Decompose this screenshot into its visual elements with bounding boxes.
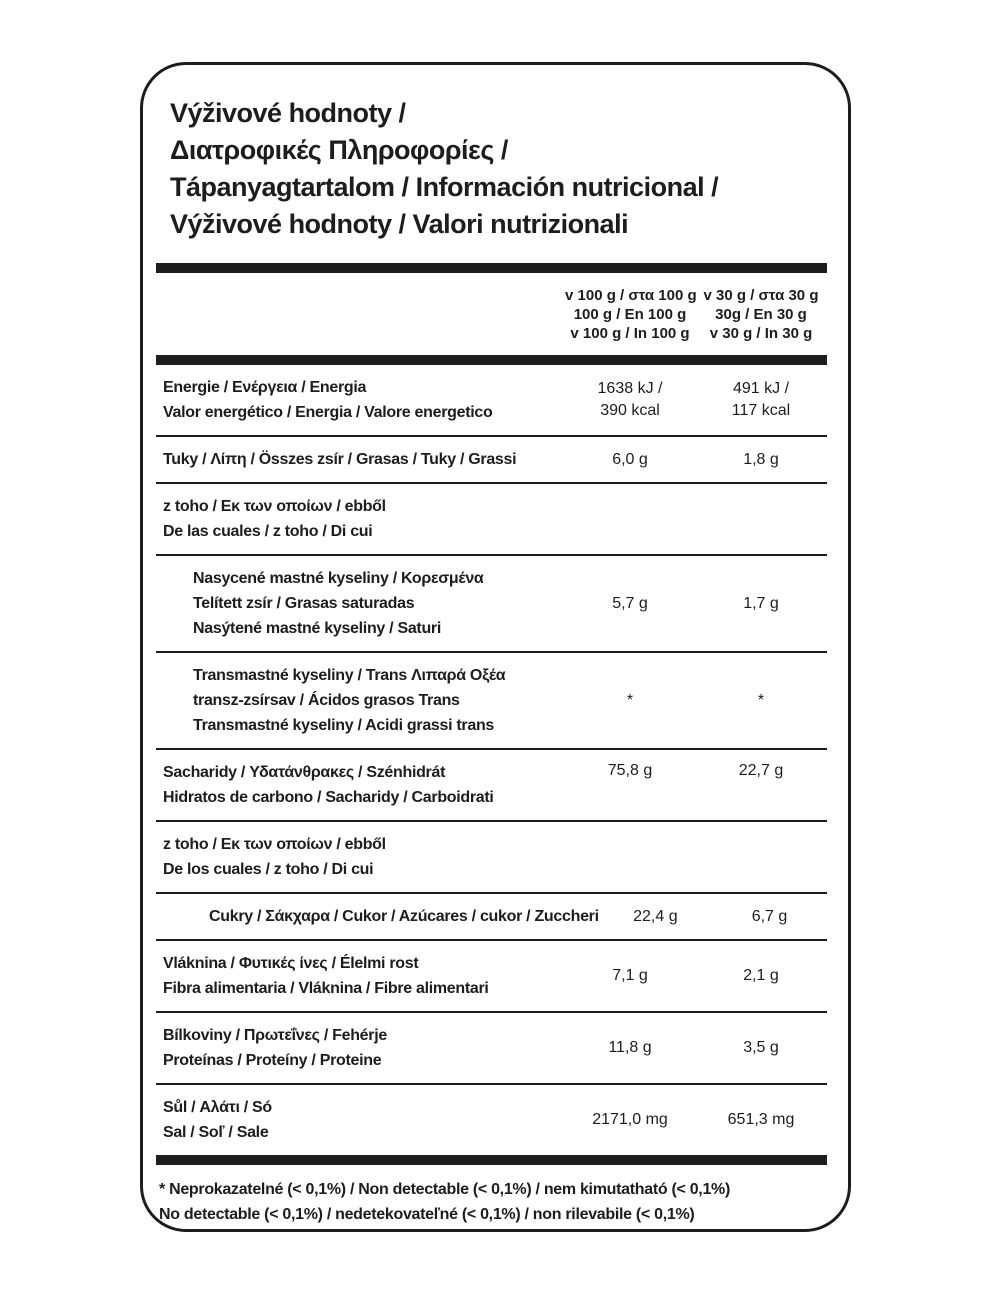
value-line: 5,7 g xyxy=(612,594,648,612)
nutrient-label-line: Bílkoviny / Πρωτεΐνες / Fehérje xyxy=(163,1027,387,1044)
value-per-100g-fat xyxy=(565,449,695,471)
nutrient-label-line: Telített zsír / Grasas saturadas xyxy=(193,595,415,612)
value-line: * xyxy=(757,691,765,709)
value-line: 3,5 g xyxy=(743,1039,779,1056)
nutrient-label-energy xyxy=(156,375,565,425)
nutrient-label-line: De los cuales / z toho / Di cui xyxy=(163,861,374,878)
value-line: 11,8 g xyxy=(608,1039,652,1056)
nutrient-label-line: Nasycené mastné kyseliny / Κορεσμένα xyxy=(193,570,484,587)
nutrient-label-line: z toho / Εκ των οποίων / ebből xyxy=(163,498,386,515)
nutrient-label-of-which-carbs xyxy=(156,832,565,882)
value-per-100g-saturated-fat xyxy=(565,593,695,615)
nutrient-row-salt xyxy=(156,1085,827,1155)
value-per-100g-salt xyxy=(565,1109,695,1131)
value-per-100g-fiber xyxy=(565,965,695,987)
value-line: 22,7 g xyxy=(738,762,784,779)
per-100g-line-2: 100 g / En 100 g xyxy=(573,306,687,323)
title-line-4: Výživové hodnoty / Valori nutrizionali xyxy=(170,209,629,239)
value-line: * xyxy=(626,691,634,709)
value-line: 491 kJ / xyxy=(732,380,790,397)
nutrient-label-line: transz-zsírsav / Ácidos grasos Trans xyxy=(193,692,460,709)
nutrient-row-carbohydrates xyxy=(156,750,827,822)
nutrient-row-fiber xyxy=(156,941,827,1013)
value-per-30g-energy xyxy=(695,378,827,422)
nutrient-row-sugars xyxy=(156,894,827,941)
nutrient-label-carbohydrates xyxy=(156,760,565,810)
nutrient-row-of-which-carbs xyxy=(156,822,827,894)
nutrient-row-fat xyxy=(156,437,827,484)
per-100g-line-3: v 100 g / In 100 g xyxy=(570,325,690,342)
nutrient-label-of-which-fat xyxy=(156,494,565,544)
nutrient-label-fat xyxy=(156,447,565,472)
nutrient-label-line: Sacharidy / Υδατάνθρακες / Szénhidrát xyxy=(163,764,446,781)
column-header-per-100g xyxy=(565,286,695,343)
nutrient-label-line: Valor energético / Energia / Valore energetico xyxy=(163,404,493,421)
value-line: 75,8 g xyxy=(607,762,653,779)
nutrient-label-line: Proteínas / Proteíny / Proteine xyxy=(163,1052,382,1069)
value-line: 7,1 g xyxy=(612,967,648,984)
value-line: 651,3 mg xyxy=(727,1111,795,1128)
value-per-30g-salt xyxy=(695,1109,827,1131)
value-line: 117 kcal xyxy=(731,402,791,419)
per-30g-line-1: v 30 g / στα 30 g xyxy=(703,287,819,304)
nutrient-row-energy xyxy=(156,365,827,437)
nutrient-row-trans-fat xyxy=(156,653,827,750)
value-line: 1,7 g xyxy=(743,594,779,612)
value-per-30g-saturated-fat xyxy=(695,593,827,615)
per-100g-line-1: v 100 g / στα 100 g xyxy=(565,287,697,304)
nutrient-row-of-which-fat xyxy=(156,484,827,556)
nutrient-label-line: Transmastné kyseliny / Acidi grassi trans xyxy=(193,717,495,734)
nutrient-label-line: Energie / Ενέργεια / Energia xyxy=(163,379,367,396)
value-line: 6,7 g xyxy=(751,907,788,925)
nutrient-label-line: Sal / Soľ / Sale xyxy=(163,1124,269,1141)
nutrient-row-protein xyxy=(156,1013,827,1085)
value-per-30g-trans-fat xyxy=(695,690,827,712)
value-line: 1,8 g xyxy=(743,450,779,468)
title-line-2: Διατροφικές Πληροφορίες / xyxy=(170,135,508,165)
nutrient-label-line: Transmastné kyseliny / Trans Λιπαρά Οξέα xyxy=(193,667,506,684)
value-per-30g-sugars xyxy=(712,906,827,928)
value-per-30g-fiber xyxy=(695,965,827,987)
column-header-row xyxy=(156,273,827,355)
nutrient-label-line: Nasýtené mastné kyseliny / Saturi xyxy=(193,620,441,637)
footnote-line-1: * Neprokazatelné (< 0,1%) / Non detectable (< 0,1%) / nem kimutatható (< 0,1%) xyxy=(159,1181,730,1198)
nutrient-label-fiber xyxy=(156,951,565,1001)
nutrient-row-saturated-fat xyxy=(156,556,827,653)
nutrient-label-line: De las cuales / z toho / Di cui xyxy=(163,523,373,540)
nutrient-label-saturated-fat xyxy=(156,566,565,641)
nutrition-label-panel xyxy=(140,62,851,1232)
nutrient-label-sugars xyxy=(156,904,599,929)
column-header-per-30g xyxy=(695,286,827,343)
value-per-30g-fat xyxy=(695,449,827,471)
per-30g-line-3: v 30 g / In 30 g xyxy=(709,325,813,342)
footnote-line-2: No detectable (< 0,1%) / nedetekovateľné (< 0,1%) / non rilevabile (< 0,1%) xyxy=(159,1206,695,1223)
value-per-100g-carbohydrates xyxy=(565,760,695,782)
value-line: 2171,0 mg xyxy=(592,1111,668,1128)
value-per-100g-energy xyxy=(565,378,695,422)
nutrient-label-line: Vláknina / Φυτικές ίνες / Élelmi rost xyxy=(163,955,419,972)
value-line: 6,0 g xyxy=(612,450,648,468)
page-title xyxy=(170,95,827,243)
value-per-100g-trans-fat xyxy=(565,690,695,712)
value-per-30g-protein xyxy=(695,1037,827,1059)
nutrient-rows xyxy=(156,365,827,1155)
value-line: 2,1 g xyxy=(743,967,779,984)
title-line-3: Tápanyagtartalom / Información nutricional / xyxy=(170,172,719,202)
nutrient-label-trans-fat xyxy=(156,663,565,738)
value-line: 22,4 g xyxy=(633,907,678,925)
title-line-1: Výživové hodnoty / xyxy=(170,98,406,128)
nutrient-label-salt xyxy=(156,1095,565,1145)
value-per-30g-carbohydrates xyxy=(695,760,827,782)
nutrient-label-line: Fibra alimentaria / Vláknina / Fibre alimentari xyxy=(163,980,489,997)
value-line: 1638 kJ / xyxy=(597,380,663,397)
nutrient-label-protein xyxy=(156,1023,565,1073)
per-30g-line-2: 30g / En 30 g xyxy=(715,306,807,323)
nutrient-label-line: z toho / Εκ των οποίων / ebből xyxy=(163,836,386,853)
nutrient-label-line: Sůl / Αλάτι / Só xyxy=(163,1099,272,1116)
divider-bar-header xyxy=(156,355,827,365)
divider-bar-top xyxy=(156,263,827,273)
nutrient-label-line: Cukry / Σάκχαρα / Cukor / Azúcares / cukor / Zuccheri xyxy=(209,908,599,925)
nutrient-label-line: Hidratos de carbono / Sacharidy / Carboidrati xyxy=(163,789,494,806)
footnote xyxy=(159,1177,827,1227)
value-per-100g-sugars xyxy=(599,906,712,928)
value-per-100g-protein xyxy=(565,1037,695,1059)
divider-bar-bottom xyxy=(156,1155,827,1165)
value-line: 390 kcal xyxy=(600,402,660,419)
nutrient-label-line: Tuky / Λίπη / Összes zsír / Grasas / Tuky / Grassi xyxy=(163,451,517,468)
